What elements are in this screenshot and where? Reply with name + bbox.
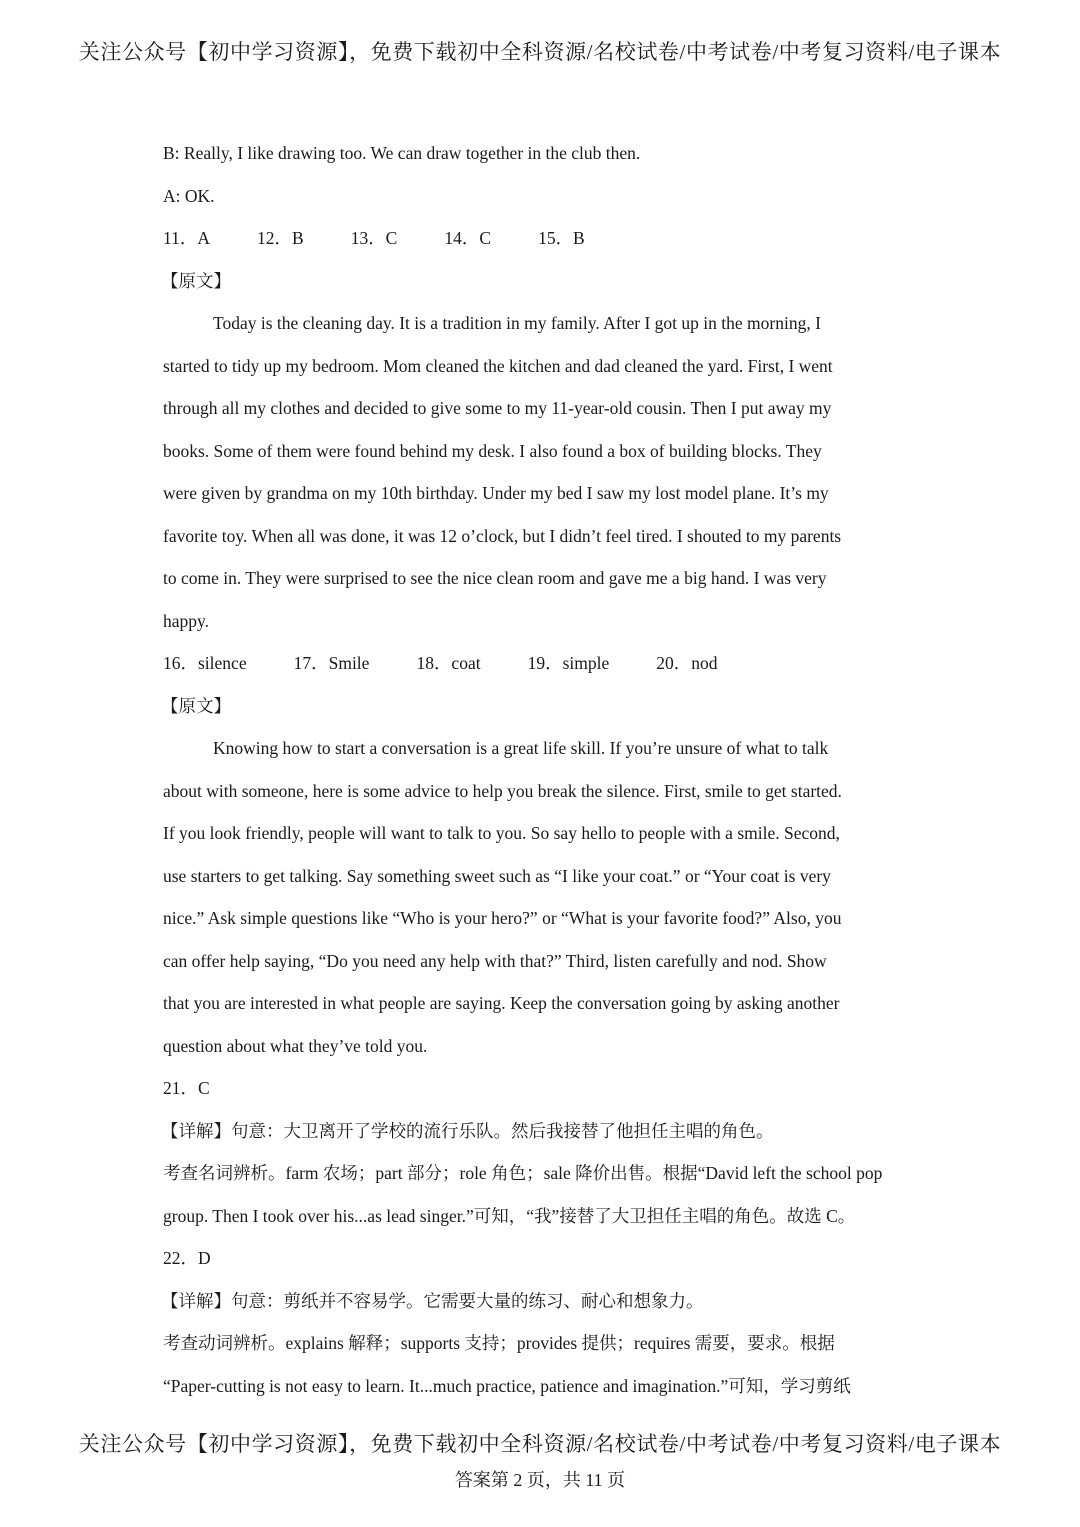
passage1-line: were given by grandma on my 10th birthday. Under my bed I saw my lost model plane. It’s my	[163, 483, 829, 503]
answer-17: 17．Smile	[293, 653, 370, 673]
analysis-22-line: 考查动词辨析。explains 解释；supports 支持；provides 提供；requires 需要，要求。根据	[163, 1333, 835, 1353]
answers-16-20	[163, 650, 923, 693]
passage2-line: If you look friendly, people will want to talk to you. So say hello to people with a smile. Second,	[163, 823, 840, 843]
page-number: 答案第 2 页，共 11 页	[454, 1470, 626, 1490]
dialogue-line-a: A: OK.	[163, 185, 215, 206]
passage2-line: that you are interested in what people are saying. Keep the conversation going by asking another	[163, 993, 840, 1013]
answers-11-15	[163, 225, 923, 268]
passage1-line: to come in. They were surprised to see the nice clean room and gave me a big hand. I was very	[163, 568, 827, 588]
answer-21: 21．C	[163, 1078, 210, 1098]
passage2-line: about with someone, here is some advice to help you break the silence. First, smile to get started.	[163, 780, 842, 801]
top-promo-banner: 关注公众号【初中学习资源】，免费下载初中全科资源/名校试卷/中考试卷/中考复习资料/电子课本	[78, 40, 1002, 64]
passage-conversation	[163, 735, 923, 1075]
answer-13: 13．C	[350, 228, 398, 248]
detail-22: 【详解】句意：剪纸并不容易学。它需要大量的练习、耐心和想象力。	[161, 1290, 704, 1311]
passage2-line: can offer help saying, “Do you need any help with that?” Third, listen carefully and nod. Show	[163, 950, 827, 971]
original-text-tag-2: 【原文】	[161, 695, 231, 716]
passage-cleaning-day	[163, 310, 923, 650]
bottom-promo-banner: 关注公众号【初中学习资源】，免费下载初中全科资源/名校试卷/中考试卷/中考复习资料/电子课本	[78, 1432, 1002, 1456]
answer-20: 20．nod	[656, 653, 718, 673]
passage1-line: Today is the cleaning day. It is a tradition in my family. After I got up in the morning, I	[213, 313, 821, 333]
answer-18: 18．coat	[416, 653, 481, 673]
answer-19: 19．simple	[527, 653, 610, 673]
answer-12: 12．B	[257, 228, 304, 248]
passage2-line: question about what they’ve told you.	[163, 1035, 428, 1056]
answer-16: 16．silence	[163, 653, 247, 673]
passage1-line: started to tidy up my bedroom. Mom cleaned the kitchen and dad cleaned the yard. First, I went	[163, 355, 833, 376]
passage1-line: books. Some of them were found behind my desk. I also found a box of building blocks. They	[163, 440, 822, 461]
dialogue-line-b: B: Really, I like drawing too. We can draw together in the club then.	[163, 143, 641, 163]
analysis-21-line: 考查名词辨析。farm 农场；part 部分；role 角色；sale 降价出售。根据“David left the school pop	[163, 1163, 883, 1183]
detail-21: 【详解】句意：大卫离开了学校的流行乐队。然后我接替了他担任主唱的角色。	[161, 1120, 774, 1141]
passage1-line: happy.	[163, 610, 210, 631]
answer-15: 15．B	[538, 228, 585, 248]
passage1-line: through all my clothes and decided to give some to my 11-year-old cousin. Then I put away my	[163, 398, 832, 418]
answer-11: 11．A	[163, 228, 210, 248]
passage2-line: Knowing how to start a conversation is a great life skill. If you’re unsure of what to talk	[213, 738, 829, 758]
answer-14: 14．C	[444, 228, 492, 248]
passage2-line: nice.” Ask simple questions like “Who is your hero?” or “What is your favorite food?” Also, you	[163, 908, 842, 928]
analysis-21-line: group. Then I took over his...as lead singer.”可知，“我”接替了大卫担任主唱的角色。故选 C。	[163, 1205, 856, 1226]
analysis-22-line: “Paper-cutting is not easy to learn. It...much practice, patience and imagination.”可知，学习剪纸	[163, 1375, 851, 1396]
passage1-line: favorite toy. When all was done, it was 12 o’clock, but I didn’t feel tired. I shouted to my parents	[163, 525, 842, 546]
answer-content	[163, 140, 923, 1415]
original-text-tag-1: 【原文】	[161, 270, 231, 291]
passage2-line: use starters to get talking. Say something sweet such as “I like your coat.” or “Your coat is very	[163, 865, 831, 886]
answer-22: 22．D	[163, 1248, 211, 1268]
